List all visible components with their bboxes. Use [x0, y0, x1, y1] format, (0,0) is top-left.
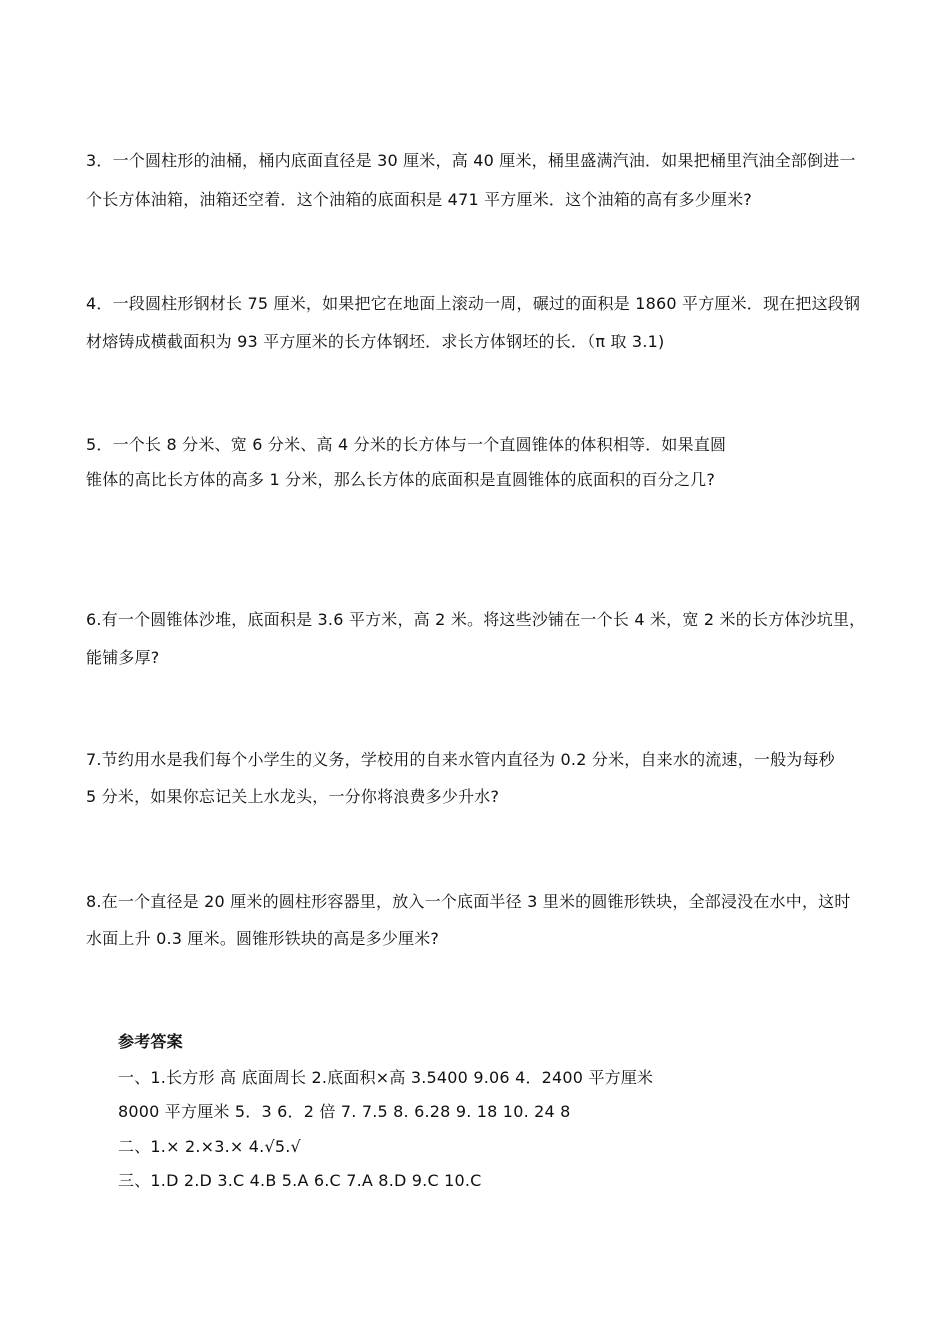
problem-7-line-1: 7.节约用水是我们每个小学生的义务，学校用的自来水管内直径为 0.2 分米，自来水的流速，一般为每秒	[86, 750, 835, 769]
problem-4-line-1: 4．一段圆柱形钢材长 75 厘米，如果把它在地面上滚动一周，碾过的面积是 1860 平方厘米．现在把这段钢	[86, 294, 861, 313]
problem-4-line-2: 材熔铸成横截面积为 93 平方厘米的长方体钢坯．求长方体钢坯的长．（π 取 3.1)	[86, 332, 665, 351]
answers-line-1: 一、1.长方形 高 底面周长 2.底面积×高 3.5400 9.06 4．2400 平方厘米	[118, 1068, 654, 1087]
problem-3-line-2: 个长方体油箱，油箱还空着．这个油箱的底面积是 471 平方厘米．这个油箱的高有多少厘米?	[86, 190, 753, 209]
answers-title: 参考答案	[118, 1032, 183, 1051]
problem-8-line-2: 水面上升 0.3 厘米。圆锥形铁块的高是多少厘米?	[86, 929, 440, 948]
problem-7-line-2: 5 分米，如果你忘记关上水龙头，一分你将浪费多少升水?	[86, 787, 500, 806]
problem-6-line-1: 6.有一个圆锥体沙堆，底面积是 3.6 平方米，高 2 米。将这些沙铺在一个长 4 米，宽 2 米的长方体沙坑里，	[86, 610, 866, 629]
answers-line-3: 二、1.× 2.×3.× 4.√5.√	[118, 1137, 301, 1156]
problem-5-line-2: 锥体的高比长方体的高多 1 分米，那么长方体的底面积是直圆锥体的底面积的百分之几?	[86, 470, 716, 489]
problem-5-line-1: 5．一个长 8 分米、宽 6 分米、高 4 分米的长方体与一个直圆锥体的体积相等．如果直圆	[86, 435, 727, 454]
problem-6-line-2: 能铺多厚?	[86, 648, 160, 667]
problem-3-line-1: 3．一个圆柱形的油桶，桶内底面直径是 30 厘米，高 40 厘米，桶里盛满汽油．如果把桶里汽油全部倒进一	[86, 151, 856, 170]
problem-8-line-1: 8.在一个直径是 20 厘米的圆柱形容器里，放入一个底面半径 3 里米的圆锥形铁块，全部浸没在水中，这时	[86, 892, 851, 911]
answers-line-4: 三、1.D 2.D 3.C 4.B 5.A 6.C 7.A 8.D 9.C 10.C	[118, 1171, 482, 1190]
answers-line-2: 8000 平方厘米 5．3 6．2 倍 7. 7.5 8. 6.28 9. 18 10. 24 8	[118, 1102, 571, 1121]
